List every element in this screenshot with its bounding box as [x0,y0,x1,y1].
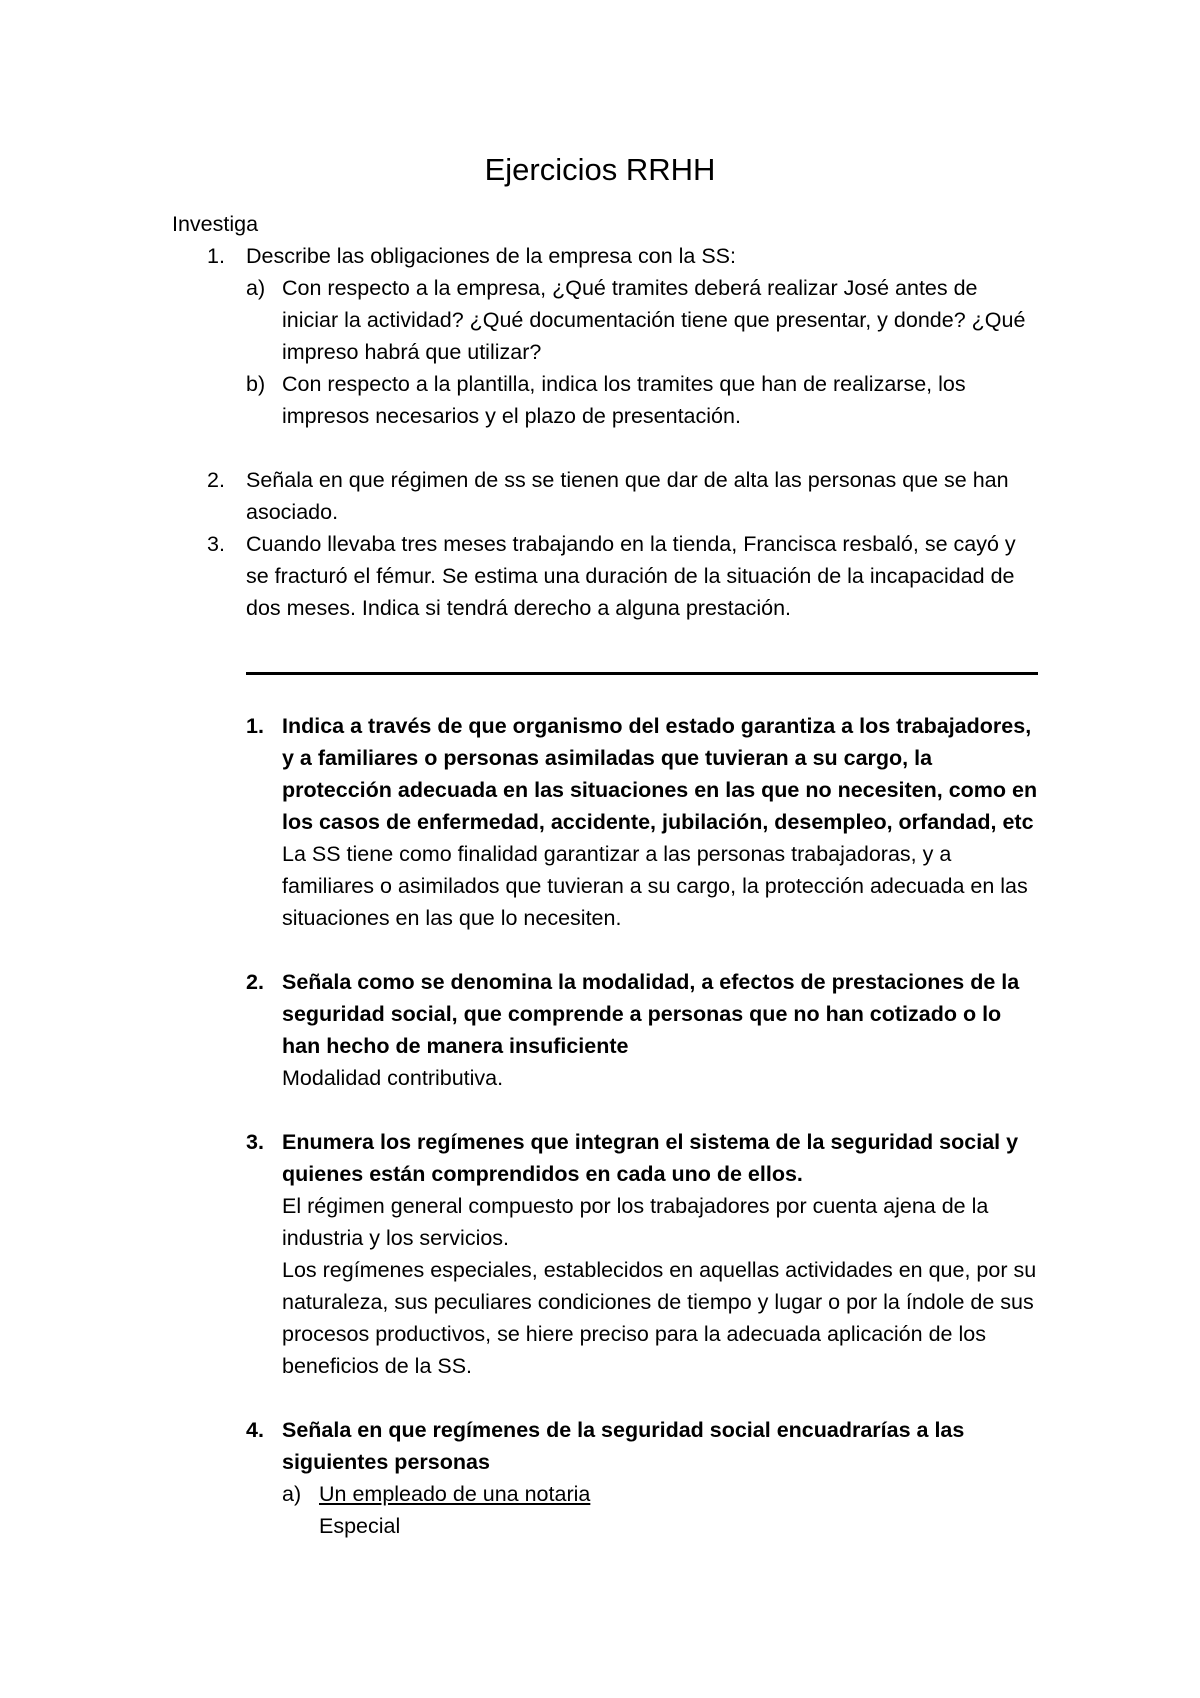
section-intro: Investiga [172,212,259,236]
exercise-3 [0,528,1036,624]
list-number: 2. [246,970,264,994]
question-1 [0,710,1038,934]
question-text: Enumera los regímenes que integran el sistema de la seguridad social y quienes están comprendidos en cada uno de ellos. [282,1130,1019,1186]
exercise-1 [0,240,1036,272]
list-letter: b) [246,372,266,396]
exercise-text: Con respecto a la empresa, ¿Qué tramites deberá realizar José antes de iniciar la actividad? ¿Qué documentación tiene que presentar, y donde? ¿Qué impreso habrá que utilizar? [282,276,1026,364]
exercise-list-2 [0,710,1039,1542]
page-title: Ejercicios RRHH [484,152,716,187]
exercise-1a [0,272,1038,368]
answer-text: Modalidad contributiva. [282,1066,504,1090]
list-letter: a) [246,276,266,300]
answer-text: La SS tiene como finalidad garantizar a las personas trabajadoras, y a familiares o asimilados que tuvieran a su cargo, la protección adecuada en las situaciones en las que lo necesiten. [282,842,1028,930]
question-text: Señala como se denomina la modalidad, a efectos de prestaciones de la seguridad social, que comprende a personas que no han cotizado o lo han hecho de manera insuficiente [282,970,1020,1058]
list-number: 1. [246,714,264,738]
list-number: 1. [207,244,225,268]
question-4 [0,1414,1038,1478]
question-2 [0,966,1038,1094]
horizontal-divider [246,672,1038,675]
exercise-text: Describe las obligaciones de la empresa con la SS: [246,244,736,268]
list-letter: a) [282,1482,302,1506]
exercise-text: Cuando llevaba tres meses trabajando en la tienda, Francisca resbaló, se cayó y se fracturó el fémur. Se estima una duración de la situación de la incapacidad de dos meses. Indica si tendrá derecho a alguna prestación. [246,532,1016,620]
question-text: Señala en que regímenes de la seguridad social encuadrarías a las siguientes personas [282,1418,965,1474]
exercise-1b [0,368,1038,432]
exercise-text: Señala en que régimen de ss se tienen que dar de alta las personas que se han asociado. [246,468,1009,524]
list-number: 2. [207,468,225,492]
list-number: 4. [246,1418,264,1442]
exercise-list-1 [0,240,1038,624]
answer-text: El régimen general compuesto por los trabajadores por cuenta ajena de la industria y los servicios. [282,1194,989,1250]
list-number: 3. [207,532,225,556]
sub-question-text: Un empleado de una notaria [319,1482,591,1506]
question-3 [0,1126,1038,1382]
answer-text: Especial [319,1514,401,1538]
question-text: Indica a través de que organismo del estado garantiza a los trabajadores, y a familiares o personas asimiladas que tuvieran a su cargo, la protección adecuada en las situaciones en las que no necesiten, como en los casos de enfermedad, accidente, jubilación, desempleo, orfandad, etc [282,714,1038,834]
answer-text: Los regímenes especiales, establecidos en aquellas actividades en que, por su naturaleza, sus peculiares condiciones de tiempo y lugar o por la índole de sus procesos productivos, se hiere preciso para la adecuada aplicación de los beneficios de la SS. [282,1258,1037,1378]
question-4a [0,1478,1039,1542]
exercise-2 [0,464,1036,528]
list-number: 3. [246,1130,264,1154]
exercise-text: Con respecto a la plantilla, indica los tramites que han de realizarse, los impresos necesarios y el plazo de presentación. [282,372,966,428]
